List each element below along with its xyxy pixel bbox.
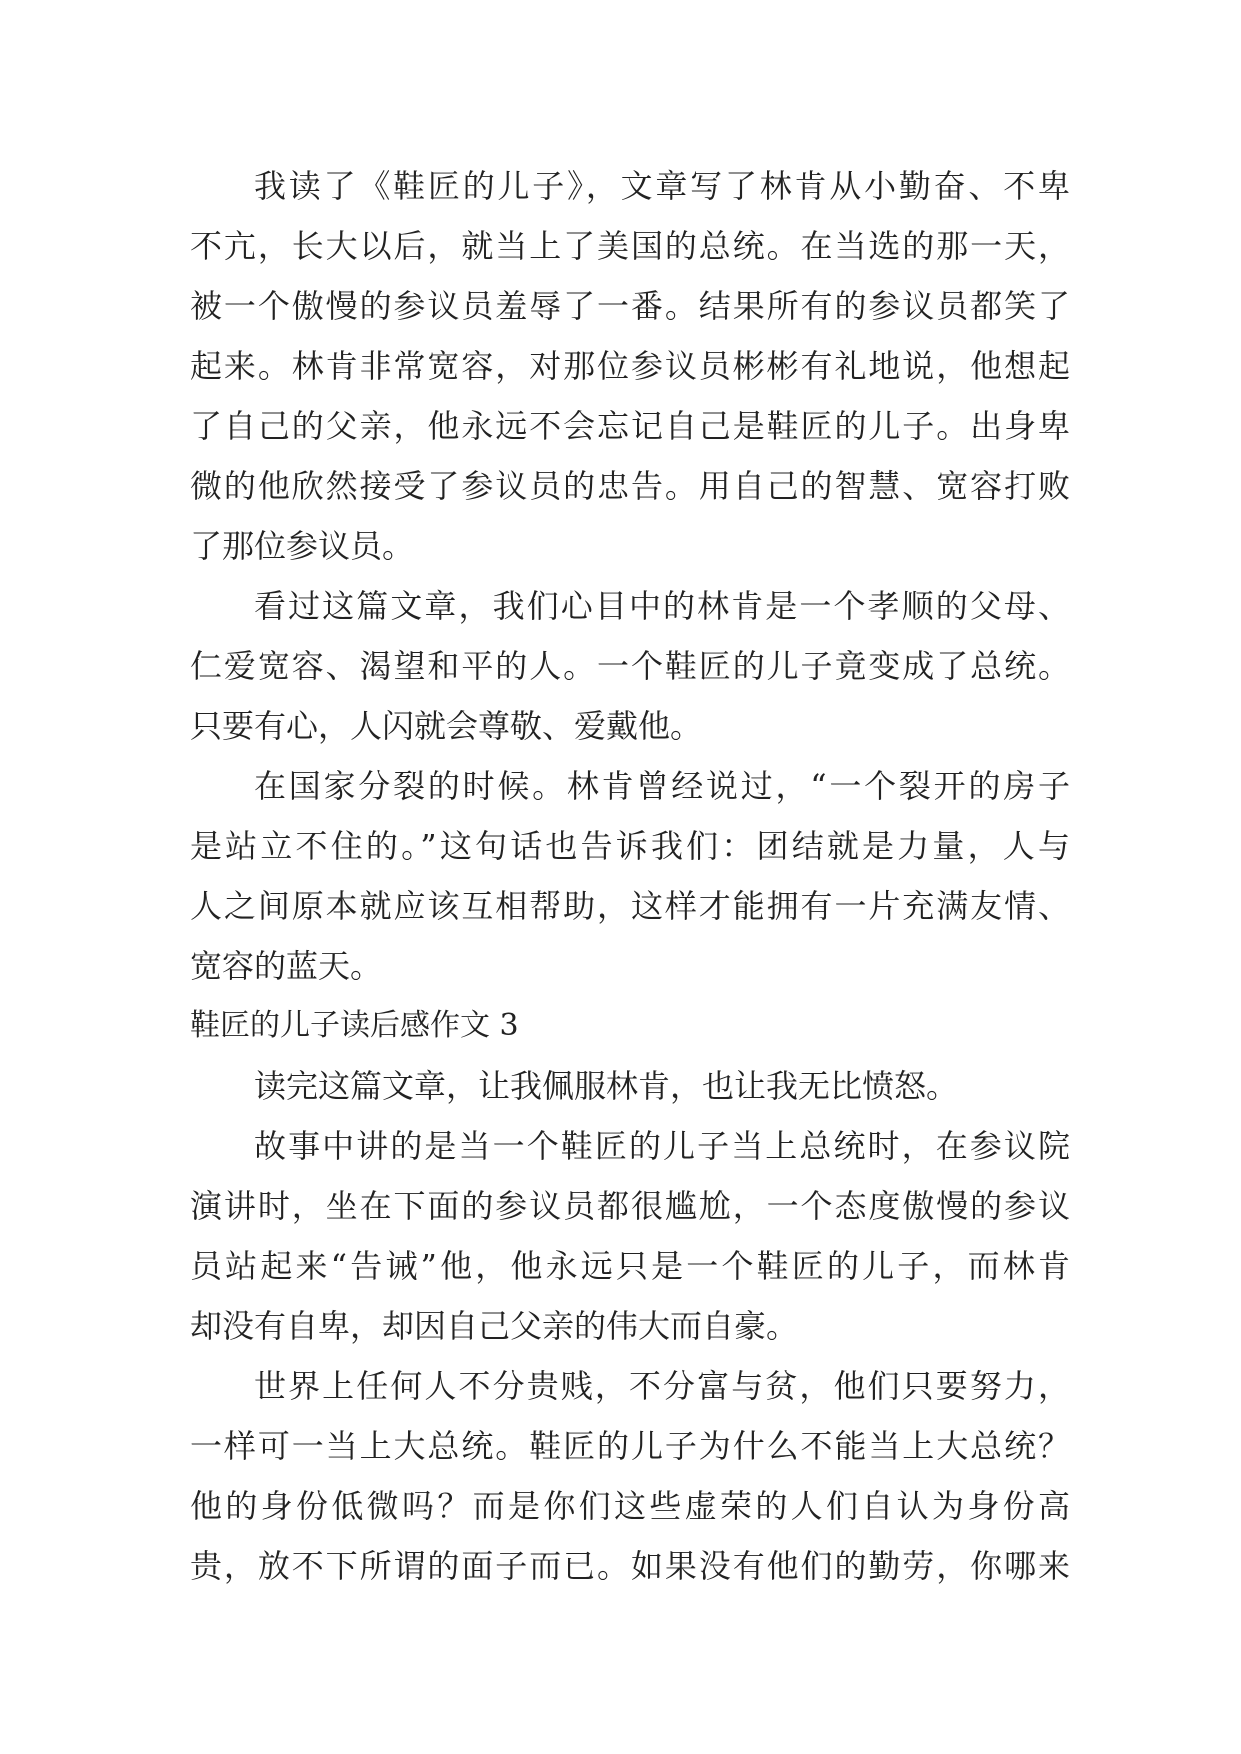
paragraph-line: 看过这篇文章，我们心目中的林肯是一个孝顺的父母、 bbox=[254, 587, 1070, 625]
paragraph-line: 微的他欣然接受了参议员的忠告。用自己的智慧、宽容打败 bbox=[190, 467, 1070, 505]
section-heading: 鞋匠的儿子读后感作文 3 bbox=[190, 1008, 519, 1043]
paragraph-line: 员站起来“告诫”他，他永远只是一个鞋匠的儿子，而林肯 bbox=[190, 1247, 1070, 1285]
paragraph-line: 世界上任何人不分贵贱，不分富与贫，他们只要努力， bbox=[254, 1367, 1070, 1405]
paragraph-line: 了那位参议员。 bbox=[190, 527, 415, 565]
paragraph-line: 他的身份低微吗？而是你们这些虚荣的人们自认为身份高 bbox=[190, 1487, 1070, 1525]
paragraph-line: 起来。林肯非常宽容，对那位参议员彬彬有礼地说，他想起 bbox=[190, 347, 1070, 385]
paragraph-line: 宽容的蓝天。 bbox=[190, 947, 383, 985]
paragraph-line: 是站立不住的。”这句话也告诉我们：团结就是力量，人与 bbox=[190, 827, 1070, 865]
paragraph-line: 一样可一当上大总统。鞋匠的儿子为什么不能当上大总统？ bbox=[190, 1427, 1070, 1465]
paragraph-line: 故事中讲的是当一个鞋匠的儿子当上总统时，在参议院 bbox=[254, 1127, 1070, 1165]
paragraph-line: 不亢，长大以后，就当上了美国的总统。在当选的那一天， bbox=[190, 227, 1070, 265]
paragraph-line: 被一个傲慢的参议员羞辱了一番。结果所有的参议员都笑了 bbox=[190, 287, 1070, 325]
paragraph-line: 读完这篇文章，让我佩服林肯，也让我无比愤怒。 bbox=[254, 1067, 959, 1105]
paragraph-line: 贵，放不下所谓的面子而已。如果没有他们的勤劳，你哪来 bbox=[190, 1547, 1070, 1585]
paragraph-line: 我读了《鞋匠的儿子》，文章写了林肯从小勤奋、不卑 bbox=[254, 167, 1070, 205]
paragraph-line: 仁爱宽容、渴望和平的人。一个鞋匠的儿子竟变成了总统。 bbox=[190, 647, 1070, 685]
paragraph-line: 只要有心，人闪就会尊敬、爱戴他。 bbox=[190, 707, 703, 745]
paragraph-line: 在国家分裂的时候。林肯曾经说过，“一个裂开的房子 bbox=[254, 767, 1070, 805]
essay-body bbox=[190, 156, 1070, 1596]
paragraph-line: 却没有自卑，却因自己父亲的伟大而自豪。 bbox=[190, 1307, 799, 1345]
paragraph-line: 人之间原本就应该互相帮助，这样才能拥有一片充满友情、 bbox=[190, 887, 1070, 925]
paragraph-line: 演讲时，坐在下面的参议员都很尴尬，一个态度傲慢的参议 bbox=[190, 1187, 1070, 1225]
paragraph-line: 了自己的父亲，他永远不会忘记自己是鞋匠的儿子。出身卑 bbox=[190, 407, 1070, 445]
